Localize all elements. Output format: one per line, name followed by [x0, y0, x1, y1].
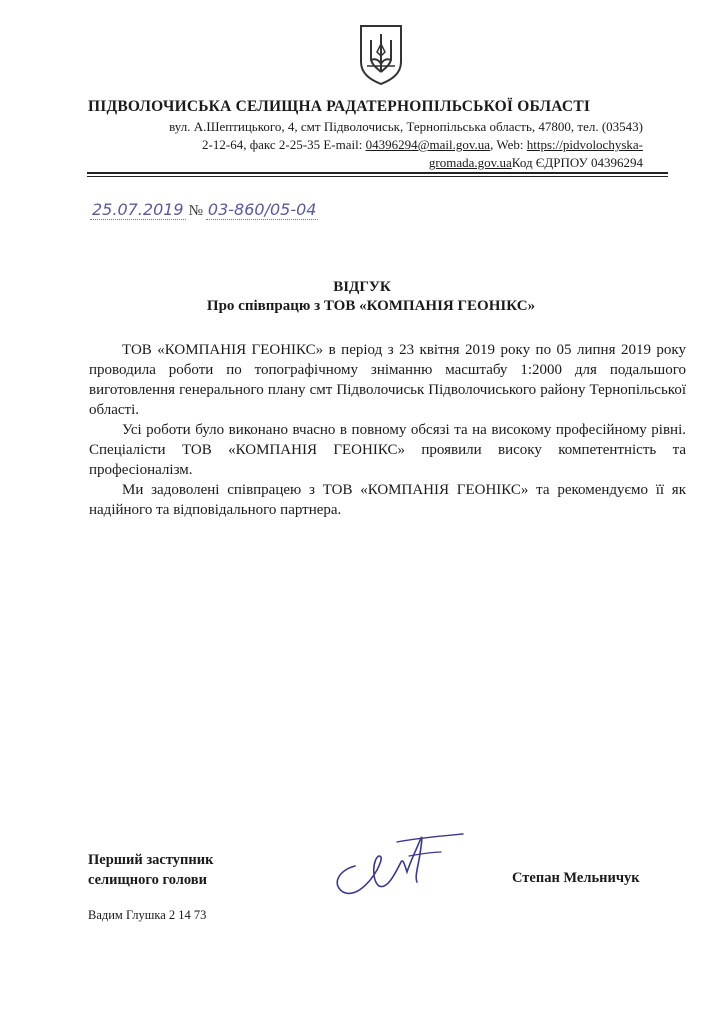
edrpou-code: Код ЄДРПОУ 04396294 [511, 155, 643, 170]
handwritten-signature [325, 826, 465, 906]
organization-name: ПІДВОЛОЧИСЬКА СЕЛИЩНА РАДАТЕРНОПІЛЬСЬКОЇ ОБЛАСТІ [88, 98, 591, 115]
phone-fax: 2-12-64, факс 2-25-35 E-mail: [202, 137, 366, 152]
body-paragraph: ТОВ «КОМПАНІЯ ГЕОНІКС» в період з 23 квітня 2019 року по 05 липня 2019 року проводила роботи по топографічному зніманню масштабу 1:2000 для подальшого виготовлення генерального плану смт Підволочиськ Підволочиського району Тернопільської області. [89, 342, 686, 418]
website-link-part1[interactable]: https://pidvolochyska- [526, 137, 643, 152]
document-title: ВІДГУК [333, 279, 391, 295]
signer-position-line2: селищного голови [88, 872, 207, 888]
signer-position-line1: Перший заступник [88, 852, 214, 868]
signer-name: Степан Мельничук [512, 870, 640, 886]
web-label: , Web: [490, 137, 527, 152]
coat-of-arms-icon [357, 22, 405, 86]
header-divider-thin [87, 176, 668, 177]
organization-contacts [88, 118, 643, 172]
executor-contact: Вадим Глушка 2 14 73 [88, 908, 207, 922]
document-heading [0, 278, 724, 316]
website-link-part2[interactable]: gromada.gov.ua [428, 155, 512, 170]
document-subtitle: Про співпрацю з ТОВ «КОМПАНІЯ ГЕОНІКС» [206, 298, 536, 314]
outgoing-number: 03-860/05-04 [207, 200, 317, 219]
body-paragraph: Усі роботи було виконано вчасно в повному обсязі та на високому професійному рівні. Спеціалісти ТОВ «КОМПАНІЯ ГЕОНІКС» проявили високу компетентність та професіоналізм. [89, 422, 686, 478]
address-line: вул. А.Шептицького, 4, смт Підволочиськ, Тернопільська область, 47800, тел. (03543) [169, 119, 643, 134]
number-sign: № [188, 203, 203, 219]
letter-body [89, 340, 686, 520]
email-link[interactable]: 04396294@mail.gov.ua [365, 137, 491, 152]
phone-email-line [88, 136, 643, 154]
signer-position [88, 850, 213, 890]
registration-date: 25.07.2019 [92, 200, 184, 219]
body-paragraph: Ми задоволені співпрацею з ТОВ «КОМПАНІЯ ГЕОНІКС» та рекомендуємо її як надійного та відповідального партнера. [89, 482, 686, 518]
registration-number [90, 200, 318, 220]
website-edrpou-line [88, 154, 643, 172]
header-divider [87, 172, 668, 174]
